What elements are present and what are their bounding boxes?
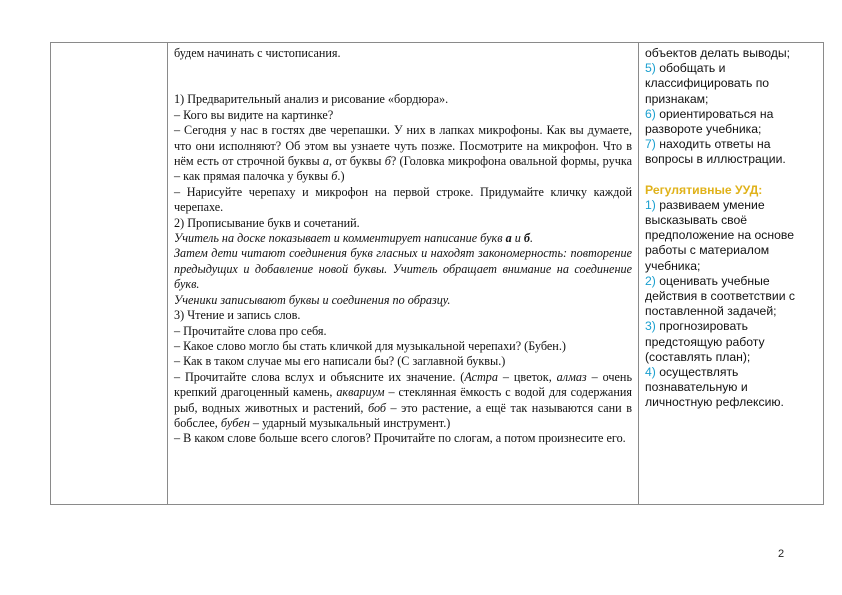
paragraph: – Сегодня у нас в гостях две черепашки. У них в лапках микрофоны. Как вы думаете, что они исполняют? Об этом вы узнаете чуть позже. Посмотрите на микрофон. Что в нём есть от строчной буквы а, от буквы б? (Головка микрофона овальной формы, ручка – как прямая палочка у буквы б.): [174, 123, 632, 184]
skill-item: 1) развиваем умение высказывать своё предположение на основе работы с материалом учебника;: [645, 197, 795, 273]
skill-item: 2) оценивать учебные действия в соответствии с поставленной задачей;: [645, 273, 796, 319]
paragraph: – Какое слово могло бы стать кличкой для музыкальной черепахи? (Бубен.): [174, 338, 566, 353]
paragraph: 1) Предварительный анализ и рисование «бордюра».: [174, 92, 449, 107]
skill-item: 5) обобщать и классифицировать по признакам;: [645, 61, 770, 106]
page-number: 2: [778, 548, 785, 560]
paragraph: – В каком слове больше всего слогов? Прочитайте по слогам, а потом произнесите его.: [174, 431, 626, 446]
paragraph: Учитель на доске показывает и комментирует написание букв а и б.: [174, 231, 534, 246]
skills-cell: [639, 43, 824, 505]
skill-item: 7) находить ответы на вопросы в иллюстрации.: [645, 137, 786, 167]
skill-item: объектов делать выводы;: [645, 46, 791, 60]
stage-cell: [51, 43, 168, 505]
skills-text: [639, 43, 823, 411]
lesson-table: [50, 42, 824, 505]
paragraph: Ученики записывают буквы и соединения по образцу.: [174, 292, 451, 307]
activity-text: [168, 43, 638, 447]
paragraph: – Прочитайте слова про себя.: [174, 323, 327, 338]
skill-item: 3) прогнозировать предстоящую работу (составлять план);: [645, 319, 765, 364]
paragraph: – Прочитайте слова вслух и объясните их значение. (Астра – цветок, алмаз – очень крепкий драгоценный камень, аквариум – стеклянная ёмкость с водой для содержания рыб, водных животных и растений, боб – это растение, а ещё так называются сани в бобслее, бубен – ударный музыкальный инструмент.): [174, 369, 633, 430]
paragraph: Затем дети читают соединения букв гласных и находят закономерность: повторение предыдущих и добавление новой буквы. Учитель обращает внимание на соединение букв.: [174, 246, 632, 292]
skill-item: 4) осуществлять познавательную и личностную рефлексию.: [645, 365, 784, 410]
paragraph: – Как в таком случае мы его написали бы? (С заглавной буквы.): [174, 354, 506, 369]
section-heading: Регулятивные УУД:: [645, 182, 763, 197]
paragraph: 3) Чтение и запись слов.: [174, 308, 301, 323]
paragraph: – Кого вы видите на картинке?: [174, 107, 334, 122]
activity-cell: [168, 43, 639, 505]
paragraph: – Нарисуйте черепаху и микрофон на первой строке. Придумайте кличку каждой черепахе.: [174, 184, 632, 215]
skill-item: 6) ориентироваться на развороте учебника;: [645, 106, 774, 137]
paragraph: 2) Прописывание букв и сочетаний.: [174, 215, 360, 230]
table-row: [51, 43, 824, 505]
paragraph: будем начинать с чистописания.: [174, 46, 341, 60]
